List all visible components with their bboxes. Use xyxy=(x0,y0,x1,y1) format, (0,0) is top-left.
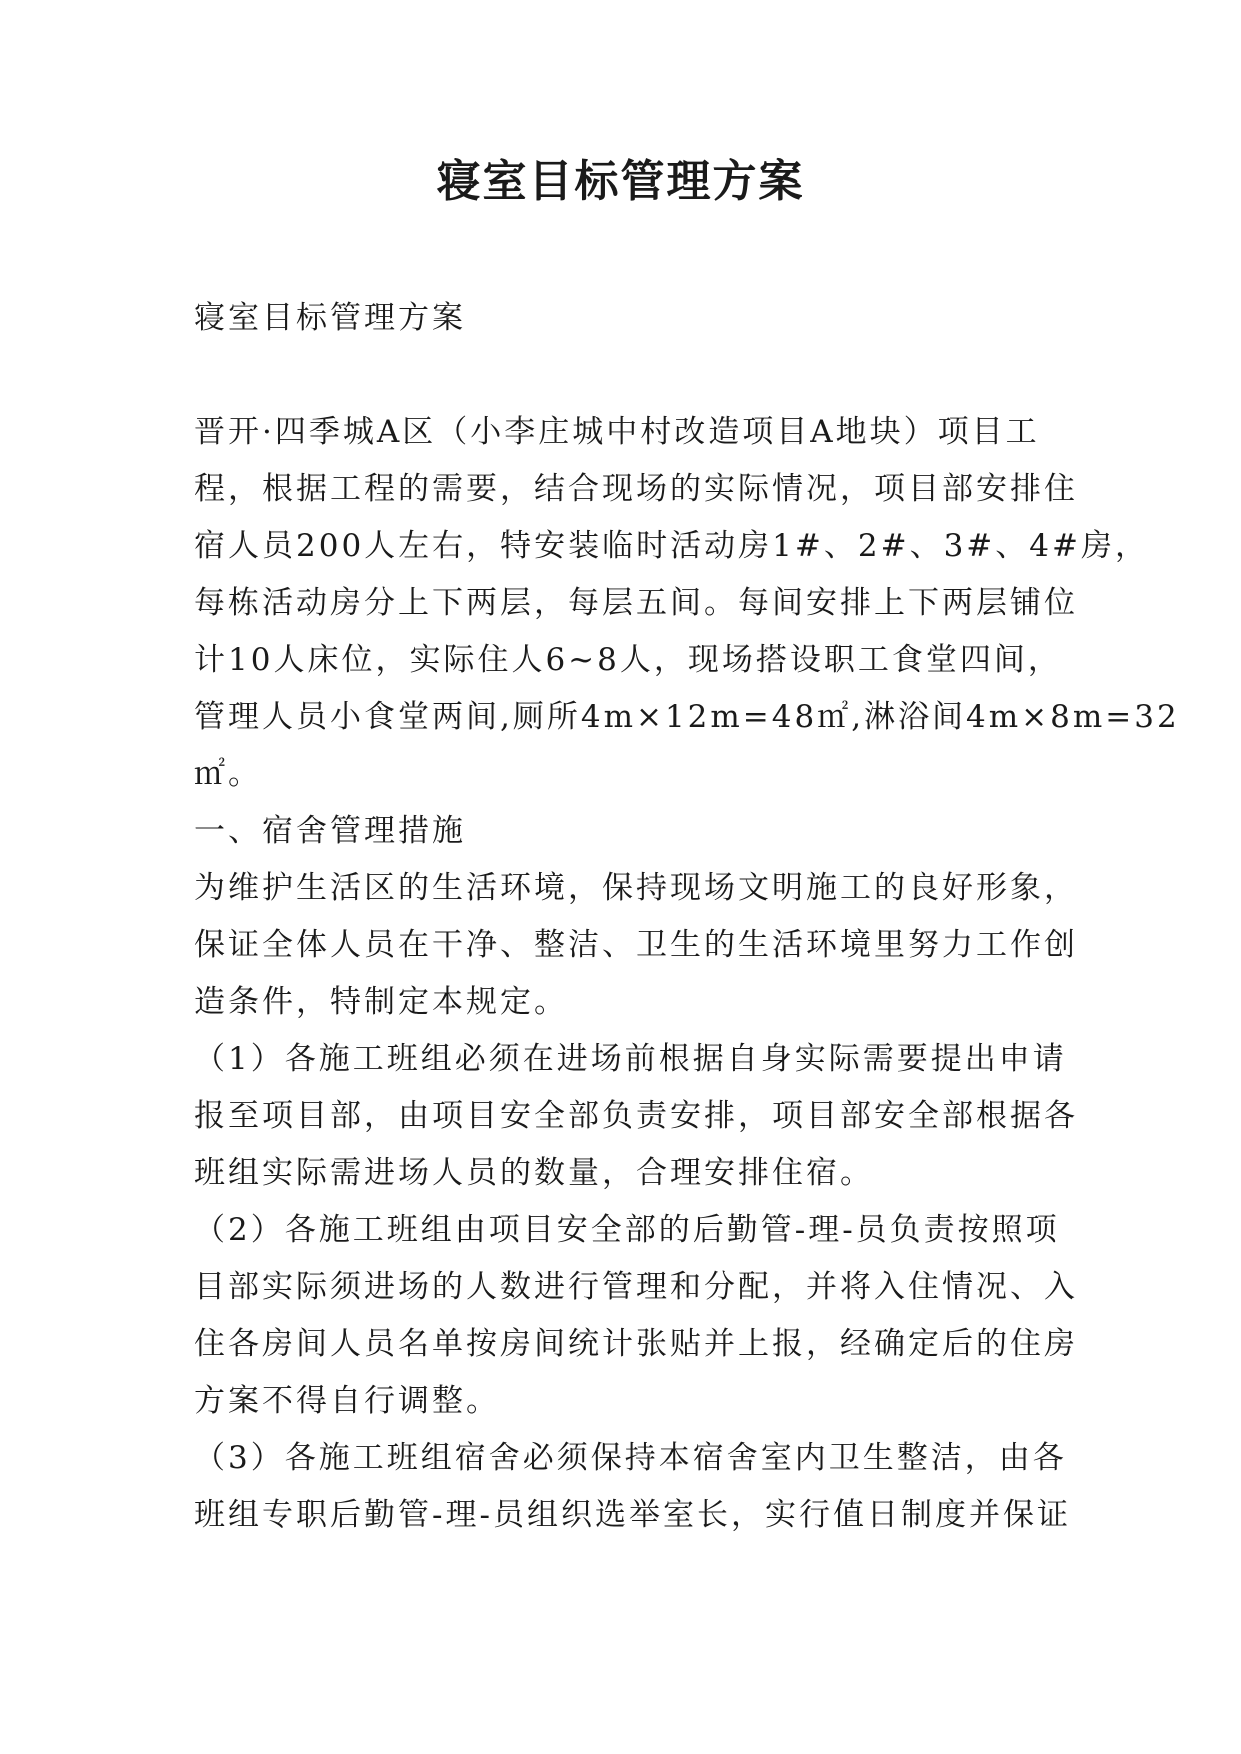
item-1-line: （1）各施工班组必须在进场前根据自身实际需要提出申请 xyxy=(194,1041,1067,1077)
intro-line: 管理人员小食堂两间,厕所4m×12m=48㎡,淋浴间4m×8m=32 xyxy=(194,699,1180,735)
intro-line: 计10人床位，实际住人6~8人，现场搭设职工食堂四间， xyxy=(194,642,1062,678)
item-2-line: 目部实际须进场的人数进行管理和分配，并将入住情况、入 xyxy=(194,1269,1078,1305)
item-2-paragraph xyxy=(194,1202,1078,1430)
purpose-line: 为维护生活区的生活环境，保持现场文明施工的良好形象， xyxy=(194,870,1078,906)
page-title: 寝室目标管理方案 xyxy=(436,156,805,207)
item-2-line: （2）各施工班组由项目安全部的后勤管-理-员负责按照项 xyxy=(194,1212,1060,1248)
document-subtitle: 寝室目标管理方案 xyxy=(194,300,466,336)
item-1-line: 报至项目部，由项目安全部负责安排，项目部安全部根据各 xyxy=(194,1098,1078,1134)
intro-line: ㎡。 xyxy=(194,756,262,792)
section-heading-text: 一、宿舍管理措施 xyxy=(194,813,466,849)
purpose-line: 保证全体人员在干净、整洁、卫生的生活环境里努力工作创 xyxy=(194,927,1078,963)
purpose-line: 造条件，特制定本规定。 xyxy=(194,984,568,1020)
item-1-paragraph xyxy=(194,1031,1078,1202)
intro-line: 宿人员200人左右，特安装临时活动房1#、2#、3#、4#房， xyxy=(194,528,1149,564)
section-heading xyxy=(194,803,1060,860)
item-3-paragraph xyxy=(194,1430,1071,1544)
item-2-line: 方案不得自行调整。 xyxy=(194,1383,500,1419)
intro-line: 程，根据工程的需要，结合现场的实际情况，项目部安排住 xyxy=(194,471,1078,507)
purpose-paragraph xyxy=(194,860,1078,1031)
item-3-line: 班组专职后勤管-理-员组织选举室长，实行值日制度并保证 xyxy=(194,1497,1071,1533)
intro-line: 晋开·四季城A区（小李庄城中村改造项目A地块）项目工 xyxy=(194,414,1040,450)
intro-paragraph xyxy=(194,404,1180,803)
item-3-line: （3）各施工班组宿舍必须保持本宿舍室内卫生整洁，由各 xyxy=(194,1440,1067,1476)
item-1-line: 班组实际需进场人员的数量，合理安排住宿。 xyxy=(194,1155,874,1191)
item-2-line: 住各房间人员名单按房间统计张贴并上报，经确定后的住房 xyxy=(194,1326,1078,1362)
intro-line: 每栋活动房分上下两层，每层五间。每间安排上下两层铺位 xyxy=(194,585,1078,621)
document-body xyxy=(194,290,1180,1544)
